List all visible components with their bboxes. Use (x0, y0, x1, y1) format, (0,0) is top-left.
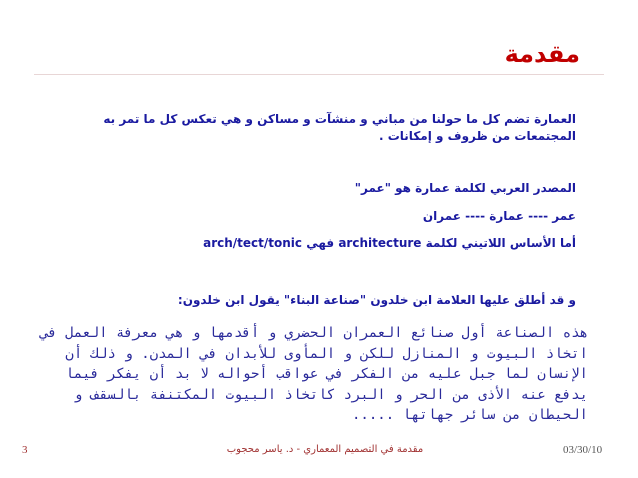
footer-date: 03/30/10 (563, 444, 603, 456)
definition-paragraph: العمارة تضم كل ما حولنا من مباني و منشآت و مساكن و هي تعكس كل ما تمر به المجتمعات من ظروف و إمكانات . (103, 112, 576, 143)
arabic-origin-line: المصدر العربي لكلمة عمارة هو "عمر" (354, 181, 576, 195)
ibn-khaldun-intro: و قد أطلق عليها العلامة ابن خلدون "صناعة البناء" يقول ابن خلدون: (177, 293, 576, 307)
footer-caption: مقدمة في التصميم المعماري - د. ياسر محجوب (226, 444, 424, 455)
ibn-khaldun-quote: هذه الصناعة أول صنائع العمران الحضري و أقدمها و هي معرفة العمل في اتخاذ البيوت و المنازل للكن و المأوى للأبدان في المدن. و ذلك أن الإنسان لما جبل عليه من الفكر في عواقب أحواله لا بد أن يفكر فيما يدفع عنه الأذى من الحر و البرد كاتخاذ البيوت المكتنفة بالسقف و الحيطان من سائر جهاتها ..... (40, 325, 588, 423)
title-divider (34, 74, 604, 75)
derivation-line: عمر ---- عمارة ---- عمران (422, 209, 576, 223)
page-number: 3 (22, 444, 28, 456)
latin-origin-line: أما الأساس اللاتيني لكلمة architecture فهي arch/tect/tonic (203, 236, 576, 250)
slide-title: مقدمة (504, 40, 580, 68)
